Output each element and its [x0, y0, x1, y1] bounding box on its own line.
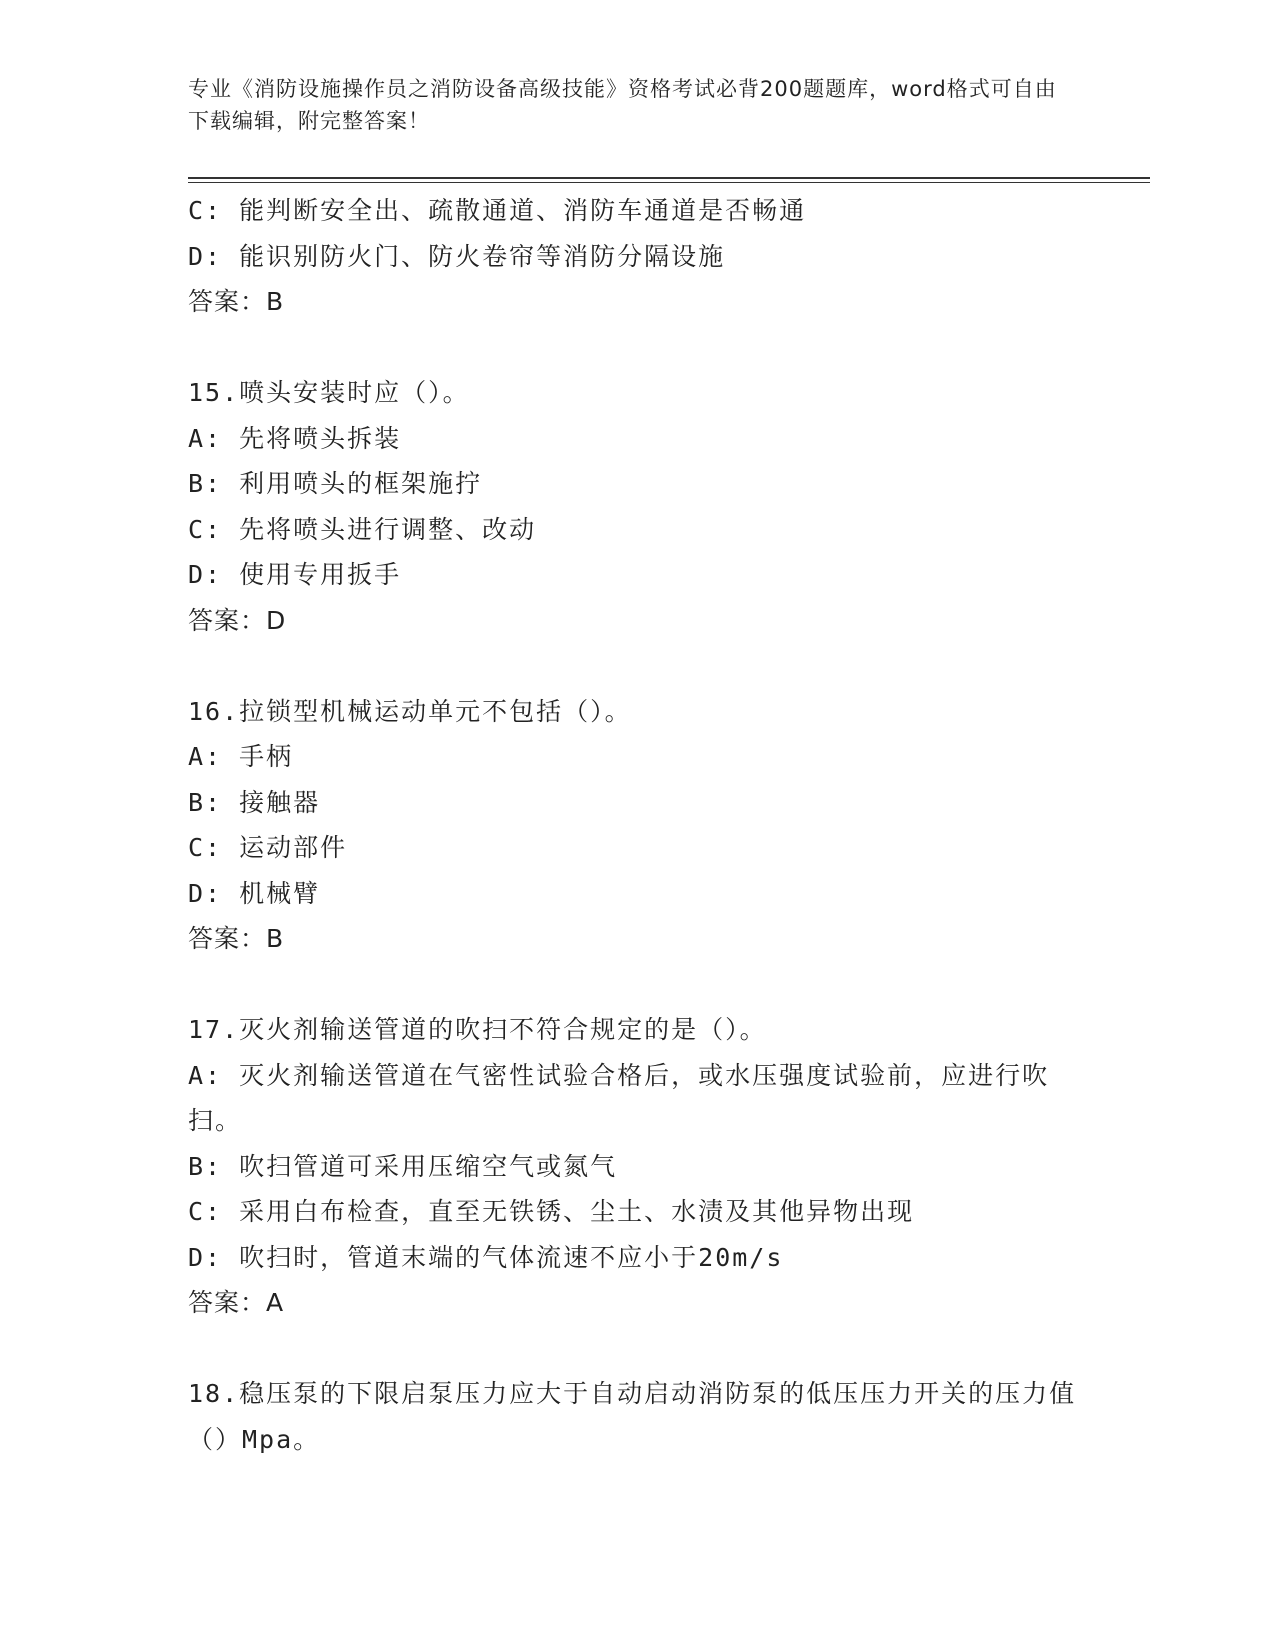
document-header: 专业《消防设施操作员之消防设备高级技能》资格考试必背200题题库，word格式可自由下载编辑，附完整答案！	[188, 77, 1057, 133]
option-d: D: 吹扫时，管道末端的气体流速不应小于20m/s	[188, 1242, 784, 1272]
option-d: D: 机械臂	[188, 878, 321, 908]
option-d: D: 能识别防火门、防火卷帘等消防分隔设施	[188, 241, 726, 271]
option-c: C: 采用白布检查，直至无铁锈、尘土、水渍及其他异物出现	[188, 1197, 915, 1226]
option-a: A: 灭火剂输送管道在气密性试验合格后，或水压强度试验前，应进行吹扫。	[188, 1060, 1050, 1135]
option-d: D: 使用专用扳手	[188, 560, 402, 589]
option-b: B: 利用喷头的框架施拧	[188, 469, 483, 498]
question-18	[188, 1371, 1078, 1462]
option-c: C: 能判断安全出、疏散通道、消防车通道是否畅通	[188, 196, 807, 225]
option-c: C: 运动部件	[188, 833, 348, 862]
answer-line: 答案：D	[188, 605, 287, 635]
question-16	[188, 689, 1078, 962]
question-spacer	[188, 643, 1078, 689]
option-b: B: 吹扫管道可采用压缩空气或氮气	[188, 1151, 618, 1181]
answer-line: 答案：A	[188, 1288, 285, 1317]
question-stem: 15.喷头安装时应（）。	[188, 378, 470, 407]
question-spacer	[188, 1326, 1078, 1372]
option-a: A: 手柄	[188, 742, 294, 771]
question-14-continued	[188, 188, 1078, 325]
question-stem: 16.拉锁型机械运动单元不包括（）。	[188, 696, 632, 726]
header-divider	[188, 177, 1150, 179]
question-15	[188, 370, 1078, 643]
question-stem: 18.稳压泵的下限启泵压力应大于自动启动消防泵的低压压力开关的压力值（）Mpa。	[188, 1379, 1077, 1454]
option-a: A: 先将喷头拆装	[188, 423, 402, 453]
question-spacer	[188, 962, 1078, 1008]
header-divider-thin	[188, 182, 1150, 183]
question-list	[188, 188, 1078, 1462]
question-stem: 17.灭火剂输送管道的吹扫不符合规定的是（）。	[188, 1015, 767, 1044]
question-17	[188, 1007, 1078, 1326]
question-spacer	[188, 325, 1078, 371]
answer-line: 答案：B	[188, 924, 285, 953]
option-c: C: 先将喷头进行调整、改动	[188, 514, 537, 544]
answer-line: 答案：B	[188, 287, 285, 316]
option-b: B: 接触器	[188, 787, 321, 817]
